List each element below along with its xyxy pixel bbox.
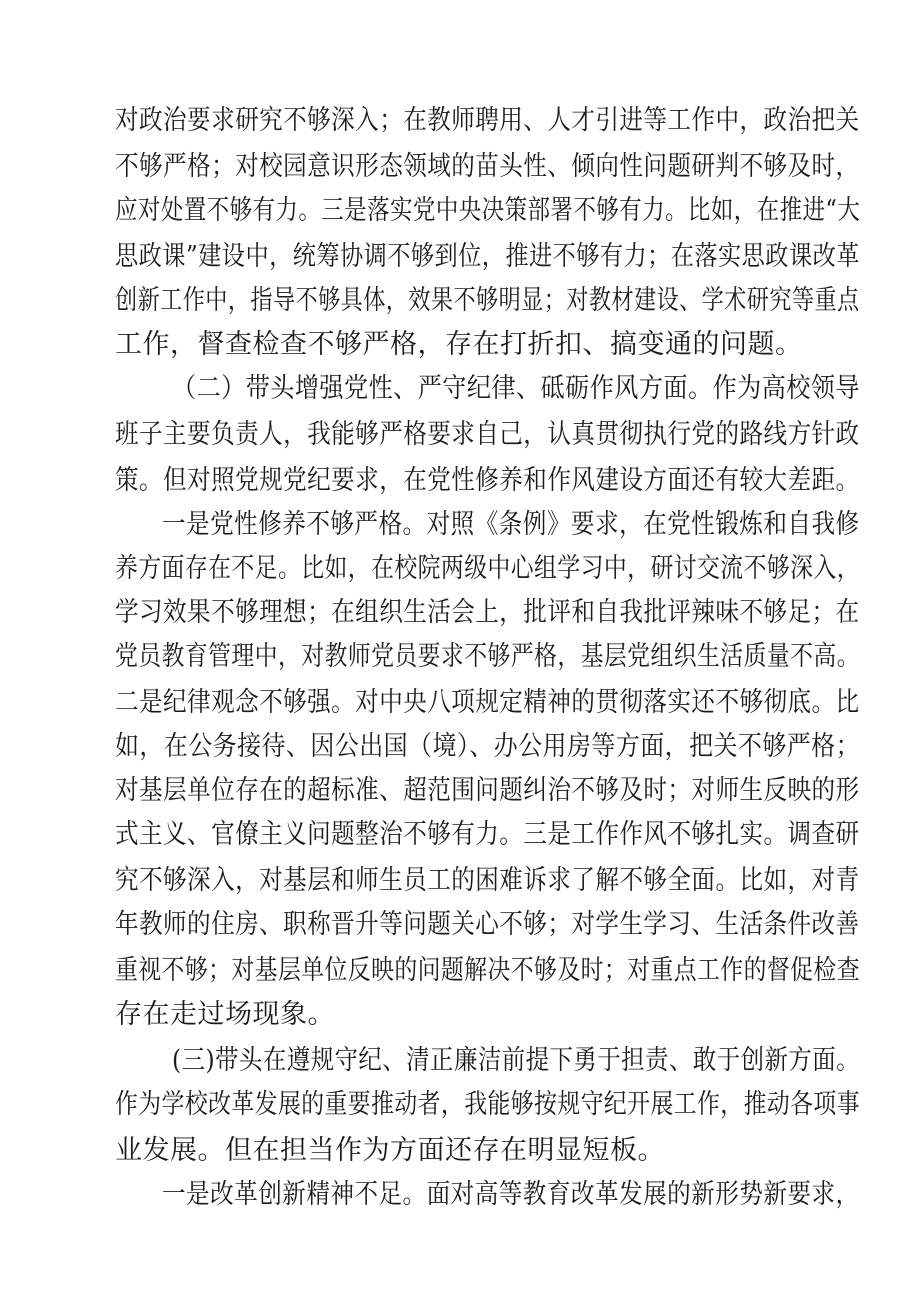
text-line: 二是纪律观念不够强。对中央八项规定精神的贯彻落实还不够彻底。比: [115, 687, 860, 718]
text-line: 应对处置不够有力。三是落实党中央决策部署不够有力。比如，在推进“大: [115, 195, 861, 226]
text-line: 究不够深入，对基层和师生员工的困难诉求了解不够全面。比如，对青: [115, 865, 860, 896]
text-line: 对基层单位存在的超标准、超范围问题纠治不够及时；对师生反映的形: [115, 775, 860, 806]
text-line: 策。但对照党规党纪要求，在党性修养和作风建设方面还有较大差距。: [115, 465, 860, 496]
text-line: 重视不够；对基层单位反映的问题解决不够及时；对重点工作的督促检查: [115, 955, 860, 986]
text-line: 工作，督查检查不够严格，存在打折扣、搞变通的问题。: [115, 329, 803, 360]
text-line: 不够严格；对校园意识形态领域的苗头性、倾向性问题研判不够及时，: [115, 151, 860, 182]
section-heading-3: (三)带头在遵规守纪、清正廉洁前提下勇于担责、敢于创新方面。: [172, 1045, 861, 1076]
text-line: 作为学校改革发展的重要推动者，我能够按规守纪开展工作，推动各项事: [115, 1089, 860, 1120]
text-line: 一是改革创新精神不足。面对高等教育改革发展的新形势新要求，: [162, 1179, 860, 1210]
text-line: 班子主要负责人，我能够严格要求自己，认真贯彻执行党的路线方针政: [115, 419, 860, 450]
text-line: 养方面存在不足。比如，在校院两级中心组学习中，研讨交流不够深入，: [115, 553, 860, 584]
text-line: 式主义、官僚主义问题整治不够有力。三是工作作风不够扎实。调查研: [115, 819, 860, 850]
text-line: 存在走过场现象。: [115, 999, 335, 1030]
text-line: 年教师的住房、职称晋升等问题关心不够；对学生学习、生活条件改善: [115, 909, 860, 940]
text-line: 思政课”建设中，统筹协调不够到位，推进不够有力；在落实思政课改革: [115, 241, 860, 272]
section-heading-2: （二）带头增强党性、严守纪律、砥砺作风方面。作为高校领导: [172, 373, 860, 404]
text-line: 一是党性修养不够严格。对照《条例》要求，在党性锻炼和自我修: [162, 509, 860, 540]
text-line: 党员教育管理中，对教师党员要求不够严格，基层党组织生活质量不高。: [115, 641, 860, 672]
text-line: 如，在公务接待、因公出国（境）、办公用房等方面，把关不够严格；: [115, 731, 860, 762]
text-line: 对政治要求研究不够深入；在教师聘用、人才引进等工作中，政治把关: [115, 105, 860, 136]
text-line: 业发展。但在担当作为方面还存在明显短板。: [115, 1135, 665, 1166]
text-line: 创新工作中，指导不够具体，效果不够明显；对教材建设、学术研究等重点: [115, 285, 860, 316]
text-line: 学习效果不够理想；在组织生活会上，批评和自我批评辣味不够足；在: [115, 597, 860, 628]
